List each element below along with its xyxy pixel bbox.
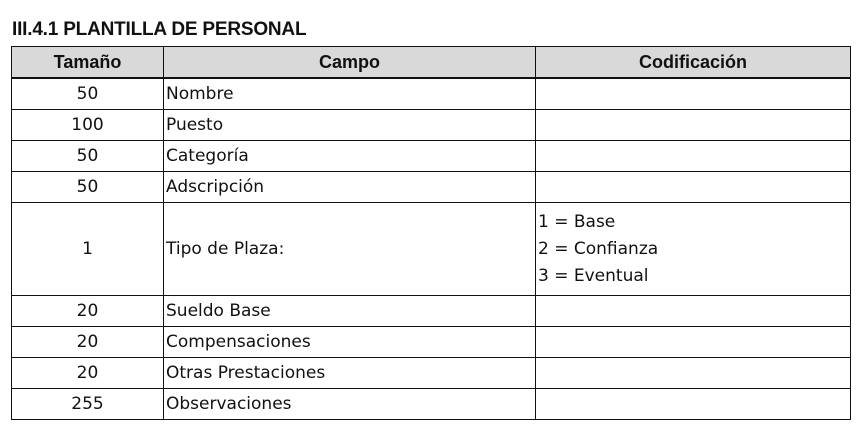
coding-cell xyxy=(536,327,851,358)
coding-cell xyxy=(536,141,851,172)
size-cell: 100 xyxy=(12,110,164,141)
column-header-coding: Codificación xyxy=(536,47,851,79)
coding-cell xyxy=(536,78,851,110)
field-cell: Puesto xyxy=(164,110,536,141)
table-row xyxy=(12,78,851,110)
field-cell: Adscripción xyxy=(164,172,536,203)
field-cell: Tipo de Plaza: xyxy=(164,203,536,296)
personnel-template-table xyxy=(11,46,851,420)
field-cell: Compensaciones xyxy=(164,327,536,358)
size-cell: 1 xyxy=(12,203,164,296)
coding-value: 2 = Confianza xyxy=(538,238,659,259)
size-cell: 50 xyxy=(12,172,164,203)
column-header-size: Tamaño xyxy=(12,47,164,79)
table-row xyxy=(12,141,851,172)
coding-cell xyxy=(536,389,851,420)
table-row xyxy=(12,110,851,141)
size-cell: 20 xyxy=(12,358,164,389)
section-title: III.4.1 PLANTILLA DE PERSONAL xyxy=(12,19,307,40)
field-cell: Nombre xyxy=(164,78,536,110)
size-cell: 20 xyxy=(12,327,164,358)
column-header-field: Campo xyxy=(164,47,536,79)
field-cell: Categoría xyxy=(164,141,536,172)
table-row xyxy=(12,327,851,358)
size-cell: 20 xyxy=(12,296,164,327)
field-cell: Otras Prestaciones xyxy=(164,358,536,389)
coding-cell xyxy=(536,203,851,296)
field-cell: Sueldo Base xyxy=(164,296,536,327)
field-cell: Observaciones xyxy=(164,389,536,420)
coding-cell xyxy=(536,296,851,327)
coding-cell xyxy=(536,110,851,141)
table-row xyxy=(12,203,851,296)
coding-value: 1 = Base xyxy=(538,211,616,232)
coding-cell xyxy=(536,358,851,389)
table-row xyxy=(12,296,851,327)
coding-cell xyxy=(536,172,851,203)
table-row xyxy=(12,172,851,203)
size-cell: 255 xyxy=(12,389,164,420)
table-header-row xyxy=(12,47,851,79)
table-row xyxy=(12,389,851,420)
size-cell: 50 xyxy=(12,141,164,172)
size-cell: 50 xyxy=(12,78,164,110)
table-row xyxy=(12,358,851,389)
coding-value: 3 = Eventual xyxy=(538,265,649,286)
